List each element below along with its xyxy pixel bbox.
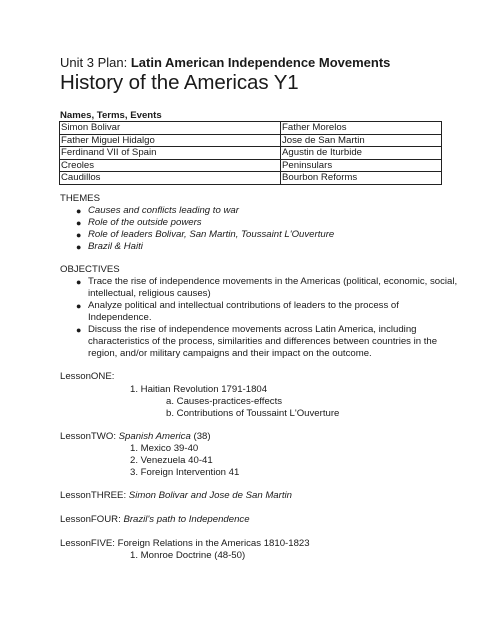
lesson-four-label: LessonFOUR: — [60, 514, 124, 525]
objective-line: intellectual, religious causes) — [88, 288, 211, 299]
table-row — [60, 134, 442, 147]
table-cell: Peninsulars — [281, 159, 442, 172]
objective-line: region, and/or military campaigns and their impact on the outcome. — [88, 348, 372, 359]
table-row — [60, 159, 442, 172]
terms-heading: Names, Terms, Events — [60, 110, 162, 121]
bullet-icon: ● — [76, 242, 82, 252]
lesson-two-heading — [60, 431, 211, 442]
objective-line: Discuss the rise of independence movements across Latin America, including — [88, 324, 417, 335]
lesson-one-item: 1. Haitian Revolution 1791-1804 — [130, 384, 268, 395]
lesson-four-topic: Brazil's path to Independence — [123, 514, 250, 525]
bullet-icon: ● — [76, 218, 82, 228]
lesson-two-label: LessonTWO: — [60, 431, 119, 442]
bullet-icon: ● — [76, 206, 82, 216]
bullet-icon: ● — [76, 230, 82, 240]
table-cell: Father Miguel Hidalgo — [60, 134, 281, 147]
lesson-one-subitem: a. Causes-practices-effects — [166, 396, 283, 407]
table-cell: Father Morelos — [281, 122, 442, 135]
lesson-three-label: LessonTHREE: — [60, 490, 129, 501]
bullet-icon: ● — [76, 325, 82, 335]
lesson-one-subitem: b. Contributions of Toussaint L'Ouverture — [166, 408, 340, 419]
table-row — [60, 172, 442, 185]
lesson-five-label: LessonFIVE: Foreign Relations in the Americas 1810-1823 — [60, 538, 310, 549]
objective-line: Independence. — [88, 312, 152, 323]
unit-prefix: Unit 3 Plan: — [60, 55, 131, 70]
objectives-heading: OBJECTIVES — [60, 264, 120, 275]
table-cell: Simon Bolivar — [60, 122, 281, 135]
table-cell: Creoles — [60, 159, 281, 172]
lesson-four-heading — [60, 514, 250, 525]
theme-item: Role of the outside powers — [88, 217, 202, 228]
bullet-icon: ● — [76, 277, 82, 287]
lesson-three-topic: Simon Bolivar and Jose de San Martin — [128, 490, 292, 501]
themes-heading: THEMES — [60, 193, 100, 204]
objective-line: Trace the rise of independence movements in the Americas (political, economic, social, — [88, 276, 458, 287]
unit-heading — [60, 55, 390, 70]
table-cell: Agustin de Iturbide — [281, 147, 442, 160]
theme-item: Role of leaders Bolivar, San Martin, Toussaint L'Ouverture — [88, 229, 335, 240]
document-title: History of the Americas Y1 — [60, 71, 299, 94]
lesson-one-label: LessonONE: — [60, 371, 115, 382]
table-cell: Ferdinand VII of Spain — [60, 147, 281, 160]
lesson-two-item: 3. Foreign Intervention 41 — [130, 467, 240, 478]
bullet-icon: ● — [76, 301, 82, 311]
lesson-two-topic: Spanish America — [118, 431, 191, 442]
table-cell: Bourbon Reforms — [281, 172, 442, 185]
objective-line: Analyze political and intellectual contributions of leaders to the process of — [88, 300, 399, 311]
table-cell: Jose de San Martin — [281, 134, 442, 147]
objective-line: characteristics of the process, similarities and differences between countries in the — [88, 336, 438, 347]
lesson-two-pages: (38) — [190, 431, 211, 442]
table-row — [60, 147, 442, 160]
terms-table — [59, 121, 442, 185]
lesson-two-item: 2. Venezuela 40-41 — [130, 455, 213, 466]
table-row — [60, 122, 442, 135]
lesson-three-heading — [60, 490, 292, 501]
table-cell: Caudillos — [60, 172, 281, 185]
theme-item: Causes and conflicts leading to war — [88, 205, 239, 216]
theme-item: Brazil & Haiti — [88, 241, 143, 252]
lesson-two-item: 1. Mexico 39-40 — [130, 443, 199, 454]
unit-topic: Latin American Independence Movements — [130, 55, 391, 70]
lesson-five-item: 1. Monroe Doctrine (48-50) — [130, 550, 246, 561]
